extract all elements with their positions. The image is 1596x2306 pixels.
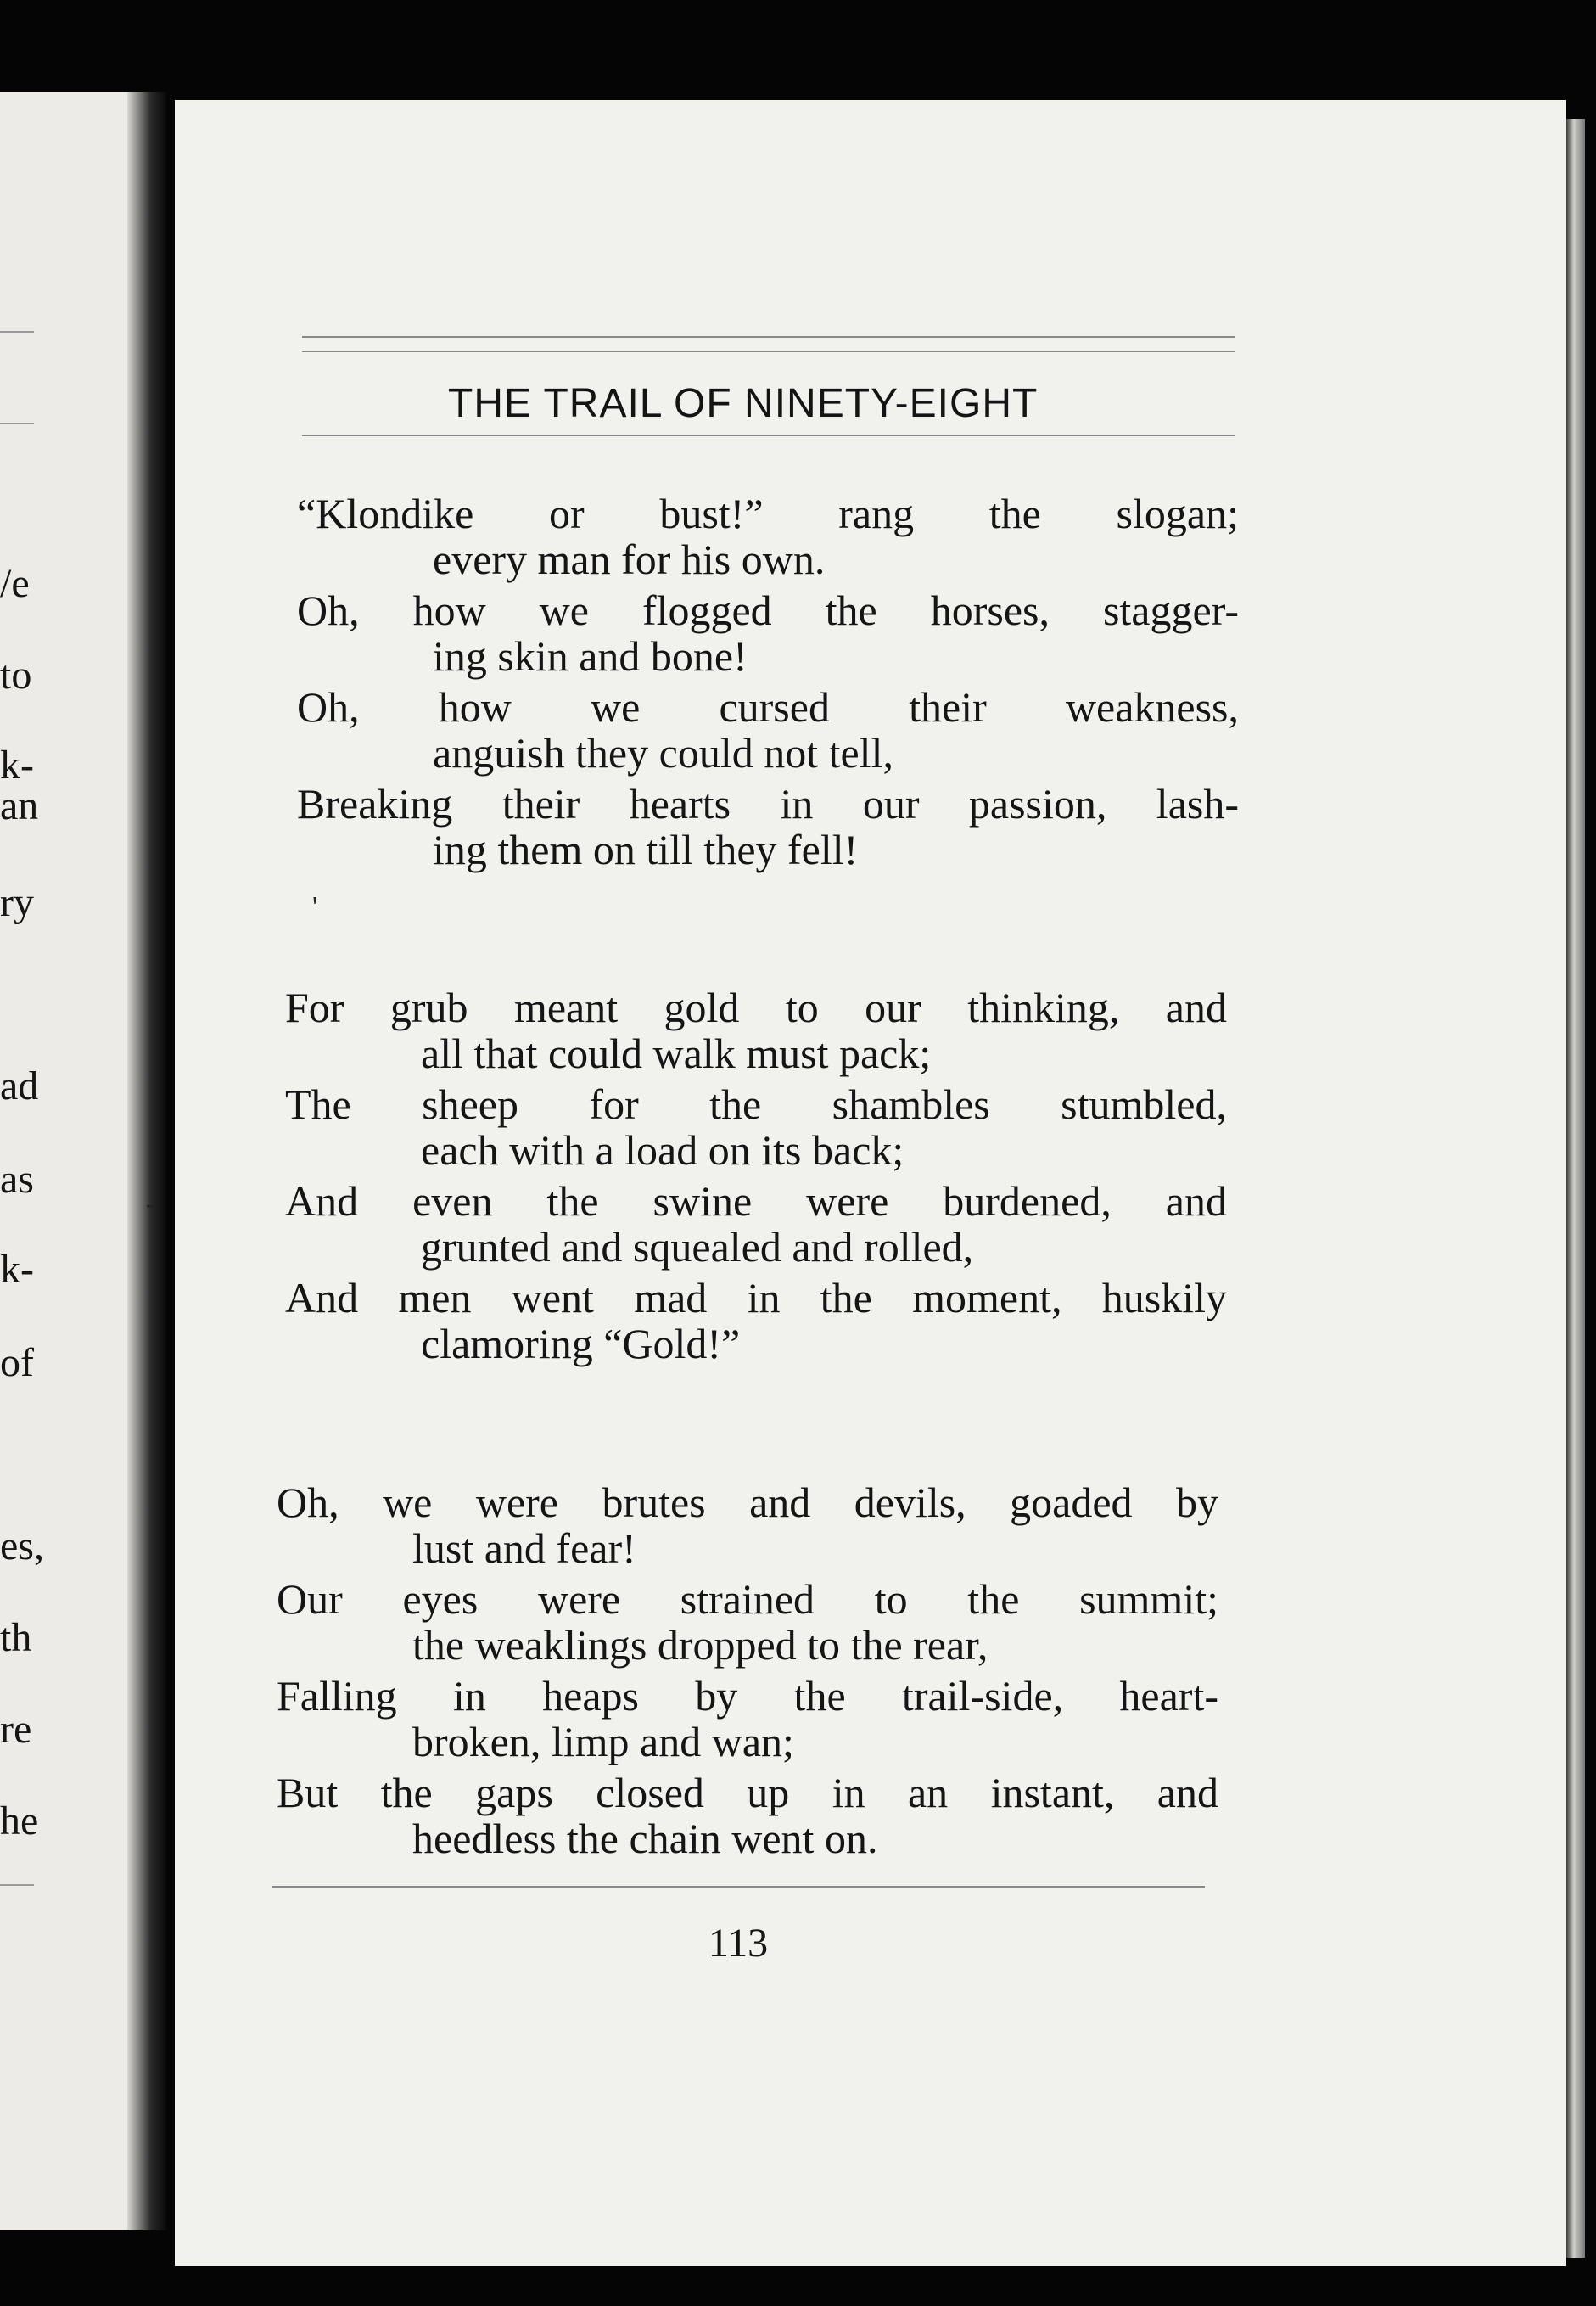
page-number: 113 [708, 1921, 769, 1966]
verse-line [277, 1575, 1227, 1675]
verse-line-continuation: broken, limp and wan; [412, 1718, 794, 1765]
left-page-fragment: he [0, 1798, 39, 1843]
left-page-fragment: k- [0, 1247, 34, 1292]
left-page-fragment: re [0, 1707, 32, 1752]
header-rule-top [302, 336, 1235, 338]
left-page-rule [0, 331, 34, 333]
left-page-fragment: to [0, 653, 32, 698]
verse-line-first: And men went mad in the moment, huskily [285, 1274, 1227, 1321]
verse-line-continuation: every man for his own. [433, 536, 826, 583]
verse-line-first: Falling in heaps by the trail-side, heart- [277, 1672, 1218, 1720]
left-page-fragment: es, [0, 1523, 44, 1568]
verse-line [285, 1177, 1235, 1276]
verse-line [285, 1276, 1235, 1373]
verse-line-continuation: ing skin and bone! [433, 632, 748, 680]
verse-line [285, 986, 1235, 1083]
verse-line-first: “Klondike or bust!” rang the slogan; [297, 490, 1239, 537]
verse-line-continuation: lust and fear! [412, 1524, 636, 1572]
ink-mark: ' [312, 891, 318, 923]
left-page-fragment: /e [0, 561, 30, 606]
verse-line-first: Our eyes were strained to the summit; [277, 1575, 1218, 1623]
verse-line [277, 1478, 1227, 1578]
left-page-fragment: ry [0, 880, 34, 925]
verse-line [297, 683, 1247, 783]
stanza-3 [277, 1478, 1227, 1868]
left-page-rule [0, 1884, 34, 1886]
verse-line-continuation: ing them on till they fell! [433, 826, 859, 873]
running-title: THE TRAIL OF NINETY-EIGHT [448, 381, 1039, 426]
verse-line-continuation: clamoring “Gold!” [421, 1320, 741, 1367]
header-rule-top-thin [302, 351, 1235, 352]
left-page-fragment: an [0, 783, 39, 828]
verse-line-first: Oh, how we cursed their weakness, [297, 683, 1239, 731]
verse-line-first: Breaking their hearts in our passion, lash- [297, 780, 1239, 828]
left-page-fragment: of [0, 1340, 34, 1385]
footer-rule [272, 1886, 1205, 1888]
verse-line-continuation: anguish they could not tell, [433, 729, 893, 777]
verse-line [277, 1771, 1227, 1868]
verse-line-first: But the gaps closed up in an instant, and [277, 1769, 1218, 1816]
verse-line [297, 780, 1247, 879]
verse-line-first: And even the swine were burdened, and [285, 1177, 1227, 1225]
page-edge [1566, 119, 1585, 2258]
book-gutter [127, 92, 166, 2230]
verse-line [285, 1080, 1235, 1180]
left-page-fragment: th [0, 1615, 32, 1660]
verse-line [277, 1672, 1227, 1771]
verse-line-continuation: each with a load on its back; [421, 1126, 904, 1174]
left-page-fragment: as [0, 1157, 34, 1202]
verse-line-continuation: the weaklings dropped to the rear, [412, 1621, 988, 1669]
verse-line-first: Oh, we were brutes and devils, goaded by [277, 1478, 1218, 1526]
left-page-rule [0, 423, 34, 424]
stanza-1 [297, 492, 1247, 879]
verse-line [297, 586, 1247, 686]
verse-line-first: For grub meant gold to our thinking, and [285, 984, 1227, 1031]
verse-line [297, 492, 1247, 589]
stanza-2 [285, 986, 1235, 1373]
left-page-fragment: k- [0, 743, 34, 788]
ink-mark: - [146, 1188, 156, 1220]
verse-line-continuation: grunted and squealed and rolled, [421, 1223, 974, 1271]
verse-line-first: Oh, how we flogged the horses, stagger- [297, 586, 1239, 634]
verse-line-continuation: all that could walk must pack; [421, 1030, 932, 1077]
verse-line-first: The sheep for the shambles stumbled, [285, 1080, 1227, 1128]
left-page-fragment: ad [0, 1063, 39, 1108]
header-rule-bottom [302, 435, 1235, 436]
verse-line-continuation: heedless the chain went on. [412, 1815, 878, 1862]
